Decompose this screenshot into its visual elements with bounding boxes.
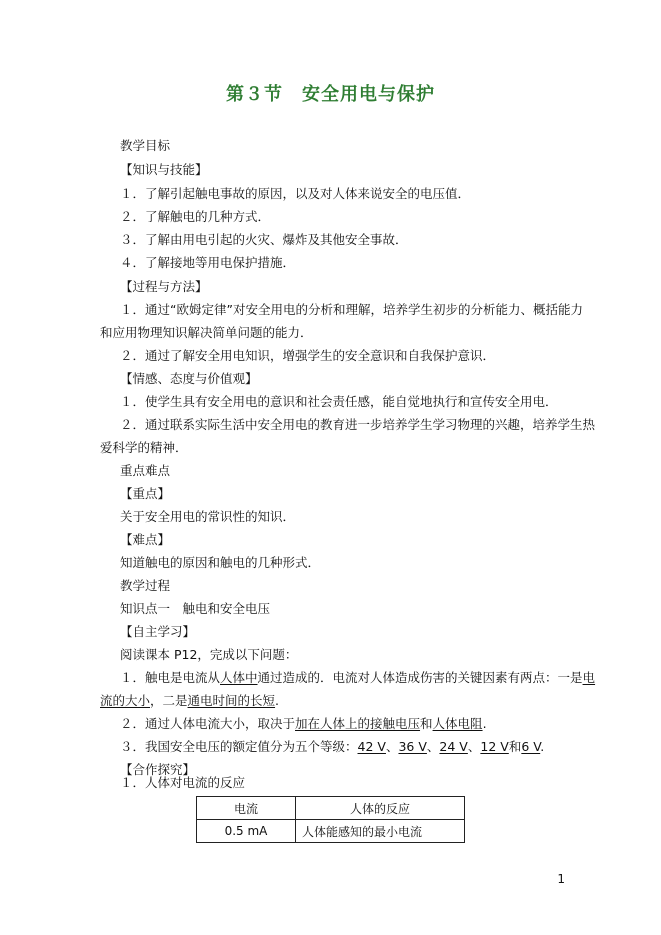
q1-end: . <box>275 693 280 708</box>
current-reaction-table <box>196 796 465 843</box>
cooperation-heading: 【合作探究】 <box>120 762 196 777</box>
reading-instruction: 阅读课本 P12，完成以下问题： <box>120 647 298 662</box>
q3-voltage-5: 6 V <box>521 739 541 754</box>
emotion-heading: 【情感、态度与价值观】 <box>120 371 258 386</box>
knowledge-heading: 【知识与技能】 <box>120 162 208 177</box>
question-1-line-1 <box>120 669 596 687</box>
q2-end: . <box>482 716 487 731</box>
process-item-2: ２．通过了解安全用电知识，增强学生的安全意识和自我保护意识． <box>120 348 496 363</box>
q1-answer-2-part-1: 电 <box>582 670 596 685</box>
table-cell-current: 0.5 mA <box>197 820 296 843</box>
knowledge-item-2: ２．了解触电的几种方式． <box>120 209 271 224</box>
q1-answer-3: 通电时间的长短 <box>187 693 276 708</box>
emotion-item-1: １．使学生具有安全用电的意识和社会责任感，能自觉地执行和宣传安全用电． <box>120 394 558 409</box>
table-header-current: 电流 <box>197 797 296 820</box>
emotion-item-2-line-2: 爱科学的精神． <box>100 440 188 455</box>
difficulty-text: 知道触电的原因和触电的几种形式． <box>120 555 321 570</box>
process-item-1-line-1: １．通过“欧姆定律”对安全用电的分析和理解，培养学生初步的分析能力、概括能力 <box>120 302 583 317</box>
question-3 <box>120 738 590 756</box>
q1-answer-2-part-2: 流的大小 <box>100 693 151 708</box>
key-points-heading: 重点难点 <box>120 463 171 478</box>
objectives-heading: 教学目标 <box>120 138 171 153</box>
q2-text-mid: 和 <box>420 716 433 731</box>
q3-and: 和 <box>508 739 522 754</box>
knowledge-item-4: ４．了解接地等用电保护措施． <box>120 255 296 270</box>
difficulty-heading: 【难点】 <box>120 532 171 547</box>
page-number: 1 <box>557 872 565 886</box>
q3-end: . <box>540 739 545 754</box>
knowledge-item-1: １．了解引起触电事故的原因，以及对人体来说安全的电压值． <box>120 186 471 201</box>
q3-voltage-3: 24 V <box>439 739 468 754</box>
q2-text: ２．通过人体电流大小，取决于 <box>120 716 296 731</box>
q1-text: １．触电是电流从 <box>120 670 221 685</box>
teaching-process-heading: 教学过程 <box>120 578 171 593</box>
table-row <box>197 820 465 843</box>
table-title: １．人体对电流的反应 <box>120 775 246 790</box>
q3-sep-3: 、 <box>467 739 481 754</box>
q3-voltage-4: 12 V <box>480 739 509 754</box>
emotion-item-2-line-1: ２．通过联系实际生活中安全用电的教育进一步培养学生学习物理的兴趣，培养学生热 <box>120 417 596 432</box>
q1-answer-1: 人体中 <box>220 670 258 685</box>
q3-sep-2: 、 <box>426 739 440 754</box>
self-study-heading: 【自主学习】 <box>120 624 196 639</box>
q3-sep-1: 、 <box>385 739 399 754</box>
q3-voltage-1: 42 V <box>357 739 386 754</box>
key-heading: 【重点】 <box>120 486 171 501</box>
q3-voltage-2: 36 V <box>398 739 427 754</box>
process-item-1-line-2: 和应用物理知识解决简单问题的能力． <box>100 325 313 340</box>
q2-answer-1: 加在人体上的接触电压 <box>295 716 421 731</box>
table-header-reaction: 人体的反应 <box>296 797 465 820</box>
q1-text-mid-2: ，二是 <box>150 693 188 708</box>
q2-answer-2: 人体电阻 <box>432 716 483 731</box>
knowledge-point-1-title: 知识点一 触电和安全电压 <box>120 601 271 616</box>
key-text: 关于安全用电的常识性的知识． <box>120 509 296 524</box>
question-2 <box>120 715 590 733</box>
table-cell-reaction: 人体能感知的最小电流 <box>296 820 465 843</box>
page-title: 第３节 安全用电与保护 <box>226 84 435 105</box>
q1-text-mid: 通过造成的．电流对人体造成伤害的关键因素有两点：一是 <box>257 670 583 685</box>
table-header-row <box>197 797 465 820</box>
q3-text: ３．我国安全电压的额定值分为五个等级： <box>120 739 358 754</box>
process-method-heading: 【过程与方法】 <box>120 279 208 294</box>
question-1-line-2 <box>100 692 570 710</box>
knowledge-item-3: ３．了解由用电引起的火灾、爆炸及其他安全事故． <box>120 232 408 247</box>
